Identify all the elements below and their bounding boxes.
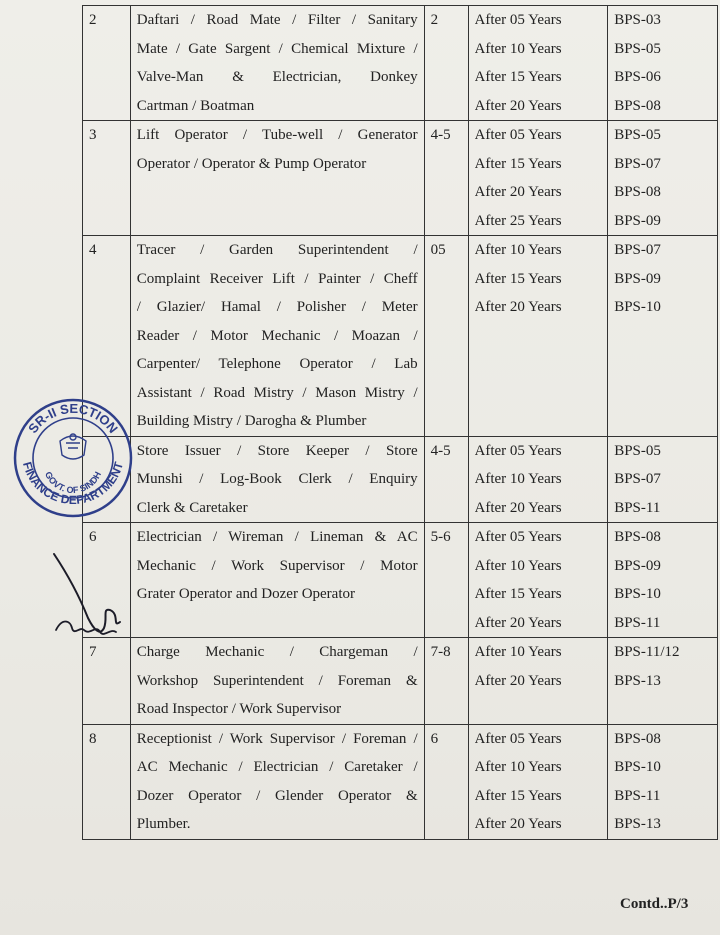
serial-number-cell: 6	[83, 523, 131, 638]
table-row	[83, 523, 718, 638]
post-line: Plumber.	[136, 816, 191, 832]
post-line: Complaint Receiver Lift / Painter / Cheff	[136, 270, 418, 287]
post-line: Lift Operator / Tube-well / Generator	[136, 127, 418, 143]
current-bps-cell: 4-5	[424, 436, 468, 523]
table-row	[83, 236, 718, 437]
service-period-item: After 05 Years	[474, 442, 562, 459]
table-row	[83, 6, 718, 121]
upgraded-bps-cell	[608, 121, 718, 236]
post-line: Charge Mechanic / Chargeman /	[136, 644, 418, 660]
service-period-item: After 15 Years	[474, 586, 562, 602]
service-period-item: After 10 Years	[474, 242, 562, 258]
current-bps-cell: 2	[424, 6, 468, 121]
post-line: / Glazier/ Hamal / Polisher / Meter	[136, 299, 418, 315]
upgraded-bps-item: BPS-05	[614, 442, 661, 459]
svg-text:FINANCE DEPARTMENT	[20, 460, 126, 507]
promotion-table	[82, 5, 718, 840]
stamp-ring-text: FINANCE DEPARTMENT	[20, 460, 126, 508]
post-line: Carpenter/ Telephone Operator / Lab	[136, 356, 418, 372]
table-row	[83, 638, 718, 725]
upgraded-bps-item: BPS-08	[614, 184, 661, 200]
service-period-item: After 20 Years	[474, 499, 562, 516]
service-period-item: After 05 Years	[474, 12, 562, 28]
upgraded-bps-item: BPS-13	[614, 672, 661, 689]
service-period-item: After 05 Years	[474, 529, 562, 545]
service-period-item: After 20 Years	[474, 97, 562, 114]
upgraded-bps-item: BPS-10	[614, 586, 661, 602]
upgraded-bps-item: BPS-08	[614, 730, 661, 747]
service-period-cell	[468, 236, 608, 437]
upgraded-bps-item: BPS-05	[614, 127, 661, 143]
post-names-cell	[130, 6, 424, 121]
service-period-item: After 10 Years	[474, 40, 562, 57]
upgraded-bps-cell	[608, 236, 718, 437]
stamp-top-text: SR-II SECTION	[25, 400, 121, 436]
service-period-item: After 10 Years	[474, 644, 562, 660]
service-period-item: After 10 Years	[474, 471, 562, 487]
post-names-cell	[130, 638, 424, 725]
post-line: Dozer Operator / Glender Operator &	[136, 787, 418, 804]
service-period-item: After 10 Years	[474, 759, 562, 775]
service-period-item: After 05 Years	[474, 730, 562, 747]
upgraded-bps-item: BPS-03	[614, 12, 661, 28]
upgraded-bps-cell	[608, 638, 718, 725]
current-bps-cell: 4-5	[424, 121, 468, 236]
finance-department-stamp	[8, 393, 138, 523]
service-period-item: After 20 Years	[474, 184, 562, 200]
upgraded-bps-item: BPS-08	[614, 529, 661, 545]
post-names-cell	[130, 436, 424, 523]
current-bps-cell: 5-6	[424, 523, 468, 638]
service-period-cell	[468, 436, 608, 523]
post-line: AC Mechanic / Electrician / Caretaker /	[136, 759, 418, 775]
post-line: Valve-Man & Electrician, Donkey	[136, 69, 418, 85]
post-line: Clerk & Caretaker	[136, 499, 248, 516]
emblem-icon	[60, 434, 86, 459]
upgraded-bps-item: BPS-11	[614, 787, 661, 804]
upgraded-bps-item: BPS-07	[614, 155, 661, 172]
post-names-cell	[130, 724, 424, 839]
service-period-cell	[468, 724, 608, 839]
post-line: Assistant / Road Mistry / Mason Mistry /	[136, 384, 418, 401]
upgraded-bps-item: BPS-07	[614, 242, 661, 258]
continued-page-note: Contd..P/3	[620, 896, 689, 912]
upgraded-bps-item: BPS-09	[614, 557, 661, 574]
upgraded-bps-item: BPS-11/12	[614, 644, 680, 660]
upgraded-bps-item: BPS-11	[614, 614, 661, 631]
serial-number-cell: 4	[83, 236, 131, 437]
serial-number-cell: 7	[83, 638, 131, 725]
post-line: Mate / Gate Sargent / Chemical Mixture /	[136, 40, 418, 57]
serial-number-cell: 3	[83, 121, 131, 236]
upgraded-bps-item: BPS-13	[614, 816, 661, 832]
post-line: Munshi / Log-Book Clerk / Enquiry	[136, 471, 418, 487]
service-period-cell	[468, 638, 608, 725]
service-period-cell	[468, 523, 608, 638]
post-line: Daftari / Road Mate / Filter / Sanitary	[136, 12, 418, 28]
upgraded-bps-item: BPS-05	[614, 40, 661, 57]
post-line: Road Inspector / Work Supervisor	[136, 701, 342, 717]
service-period-item: After 05 Years	[474, 127, 562, 143]
upgraded-bps-item: BPS-10	[614, 299, 661, 315]
service-period-item: After 15 Years	[474, 787, 562, 804]
upgraded-bps-cell	[608, 436, 718, 523]
service-period-item: After 20 Years	[474, 299, 562, 315]
serial-number-cell: 2	[83, 6, 131, 121]
service-period-item: After 20 Years	[474, 614, 562, 631]
service-period-item: After 25 Years	[474, 212, 562, 229]
service-period-item: After 10 Years	[474, 557, 562, 574]
upgraded-bps-item: BPS-09	[614, 270, 661, 287]
service-period-item: After 20 Years	[474, 816, 562, 832]
service-period-item: After 15 Years	[474, 155, 562, 172]
current-bps-cell: 6	[424, 724, 468, 839]
table-row	[83, 121, 718, 236]
post-line: Tracer / Garden Superintendent /	[136, 242, 418, 258]
stamp-center-text: GOVT. OF SINDH	[42, 469, 104, 496]
service-period-item: After 15 Years	[474, 270, 562, 287]
table-row	[83, 724, 718, 839]
upgraded-bps-cell	[608, 724, 718, 839]
post-line: Reader / Motor Mechanic / Moazan /	[136, 327, 418, 344]
upgraded-bps-item: BPS-10	[614, 759, 661, 775]
service-period-item: After 15 Years	[474, 69, 562, 85]
post-names-cell	[130, 121, 424, 236]
upgraded-bps-item: BPS-07	[614, 471, 661, 487]
upgraded-bps-item: BPS-09	[614, 212, 661, 229]
current-bps-cell: 7-8	[424, 638, 468, 725]
post-line: Operator / Operator & Pump Operator	[136, 155, 367, 172]
post-line: Building Mistry / Darogha & Plumber	[136, 413, 367, 429]
post-names-cell	[130, 236, 424, 437]
service-period-cell	[468, 121, 608, 236]
upgraded-bps-cell	[608, 6, 718, 121]
post-line: Electrician / Wireman / Lineman & AC	[136, 529, 418, 545]
upgraded-bps-item: BPS-11	[614, 499, 661, 516]
post-line: Receptionist / Work Supervisor / Foreman /	[136, 730, 418, 747]
post-line: Workshop Superintendent / Foreman &	[136, 672, 418, 689]
post-line: Cartman / Boatman	[136, 97, 255, 114]
handwritten-signature	[50, 548, 130, 648]
post-line: Store Issuer / Store Keeper / Store	[136, 442, 418, 459]
upgraded-bps-item: BPS-06	[614, 69, 661, 85]
upgraded-bps-item: BPS-08	[614, 97, 661, 114]
table-row	[83, 436, 718, 523]
serial-number-cell: 8	[83, 724, 131, 839]
post-line: Mechanic / Work Supervisor / Motor	[136, 557, 418, 574]
post-names-cell	[130, 523, 424, 638]
service-period-cell	[468, 6, 608, 121]
post-line: Grater Operator and Dozer Operator	[136, 586, 355, 602]
current-bps-cell: 05	[424, 236, 468, 437]
service-period-item: After 20 Years	[474, 672, 562, 689]
upgraded-bps-cell	[608, 523, 718, 638]
